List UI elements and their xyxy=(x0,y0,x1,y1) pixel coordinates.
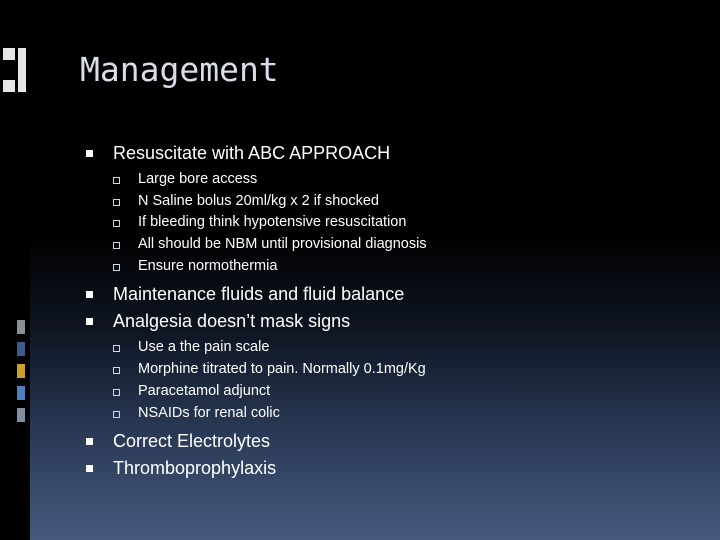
hollow-square-bullet-icon xyxy=(113,367,120,374)
hollow-square-bullet-icon xyxy=(113,345,120,352)
sub-bullet-list xyxy=(86,337,706,424)
bullet-list xyxy=(86,140,706,482)
square-bullet-icon xyxy=(86,291,93,298)
side-marker xyxy=(17,342,25,356)
side-marker xyxy=(17,408,25,422)
bullet-item xyxy=(86,281,706,308)
bullet-text: Thromboprophylaxis xyxy=(113,458,277,479)
hollow-square-bullet-icon xyxy=(113,389,120,396)
sub-bullet-item xyxy=(86,359,706,381)
hollow-square-bullet-icon xyxy=(113,242,120,249)
bullet-item xyxy=(86,455,706,482)
sub-bullet-text: N Saline bolus 20ml/kg x 2 if shocked xyxy=(138,192,379,209)
sub-bullet-item xyxy=(86,403,706,425)
sub-bullet-item xyxy=(86,337,706,359)
sub-bullet-text: Large bore access xyxy=(138,171,258,187)
bullet-text: Analgesia doesn’t mask signs xyxy=(113,311,351,332)
sub-bullet-text: All should be NBM until provisional diagnosis xyxy=(138,236,427,253)
bullet-text: Correct Electrolytes xyxy=(113,431,271,452)
hollow-square-bullet-icon xyxy=(113,220,120,227)
square-bullet-icon xyxy=(86,438,93,445)
hollow-square-bullet-icon xyxy=(113,199,120,206)
hollow-square-bullet-icon xyxy=(113,177,120,184)
bullet-text: Resuscitate with ABC APPROACH xyxy=(113,143,391,163)
sub-bullet-text: Use a the pain scale xyxy=(138,339,270,356)
sub-bullet-item xyxy=(86,169,706,191)
square-bullet-icon xyxy=(86,150,93,157)
hollow-square-bullet-icon xyxy=(113,411,120,418)
square-bullet-icon xyxy=(86,465,93,472)
sub-bullet-item xyxy=(86,256,706,278)
accent-bar xyxy=(18,48,26,92)
accent-gap xyxy=(3,60,15,80)
sub-bullet-list xyxy=(86,169,706,277)
sub-bullet-text: If bleeding think hypotensive resuscitation xyxy=(138,214,407,231)
sub-bullet-text: Morphine titrated to pain. Normally 0.1mg/Kg xyxy=(138,361,426,378)
title-accent-bars xyxy=(0,48,30,92)
bullet-text: Maintenance fluids and fluid balance xyxy=(113,284,405,305)
sub-bullet-item xyxy=(86,381,706,403)
square-bullet-icon xyxy=(86,318,93,325)
side-marker xyxy=(17,364,25,378)
sub-bullet-item xyxy=(86,234,706,256)
bullet-item xyxy=(86,140,706,167)
slide-title: Management xyxy=(80,50,279,89)
sub-bullet-item xyxy=(86,212,706,234)
side-marker xyxy=(17,386,25,400)
sub-bullet-text: Paracetamol adjunct xyxy=(138,382,271,399)
hollow-square-bullet-icon xyxy=(113,264,120,271)
sub-bullet-item xyxy=(86,191,706,213)
sub-bullet-text: NSAIDs for renal colic xyxy=(138,404,280,421)
bullet-item xyxy=(86,308,706,335)
sub-bullet-text: Ensure normothermia xyxy=(138,257,278,274)
side-marker xyxy=(17,320,25,334)
bullet-item xyxy=(86,428,706,455)
